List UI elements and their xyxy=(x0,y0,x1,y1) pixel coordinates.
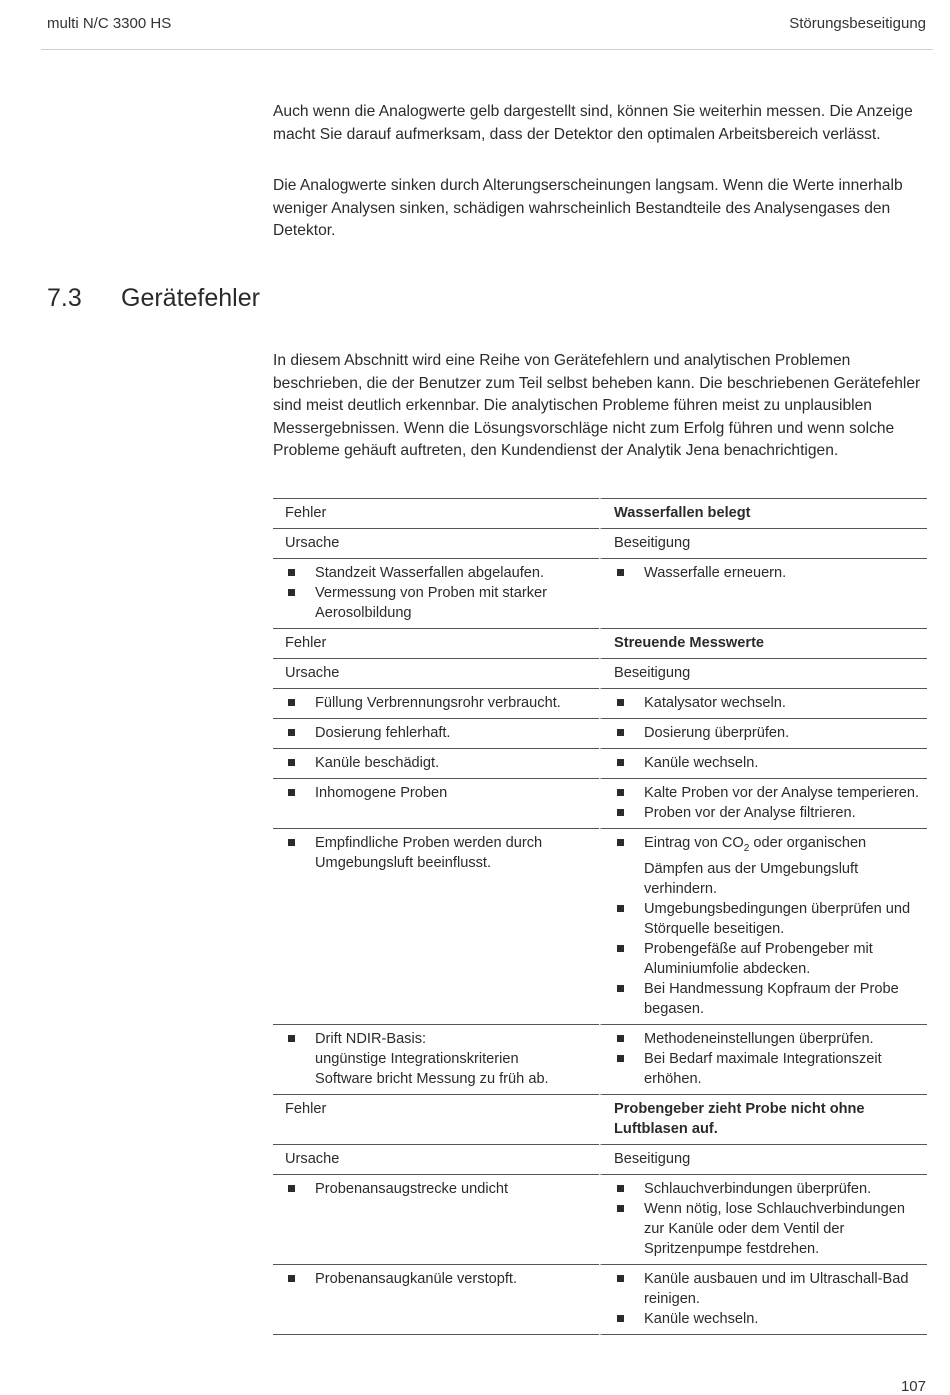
cause-list xyxy=(285,723,585,743)
table-row xyxy=(273,1264,927,1335)
remedy-item: Katalysator wechseln. xyxy=(614,693,919,713)
remedy-item: Schlauchverbindungen überprüfen. xyxy=(614,1179,919,1199)
remedy-item: Bei Bedarf maximale Integrationszeit erhöhen. xyxy=(614,1049,919,1089)
remedy-item: Probengefäße auf Probengeber mit Aluminiumfolie abdecken. xyxy=(614,939,919,979)
remedy-list xyxy=(614,833,919,1019)
remedy-header-cell xyxy=(599,528,927,558)
cause-item: Probenansaugstrecke undicht xyxy=(285,1179,585,1199)
table-row xyxy=(273,828,927,1024)
remedy-item: Kanüle wechseln. xyxy=(614,753,919,773)
cause-header-cell xyxy=(273,1144,599,1174)
subscript-2: 2 xyxy=(743,842,750,854)
cause-header: Ursache xyxy=(285,535,340,551)
cause-item: Standzeit Wasserfallen abgelaufen. xyxy=(285,563,585,583)
fault-header-row xyxy=(273,628,927,658)
fault-label-cell xyxy=(273,498,599,528)
section-number: 7.3 xyxy=(47,284,82,312)
cause-item: Probenansaugkanüle verstopft. xyxy=(285,1269,585,1289)
cause-cell xyxy=(273,558,599,628)
column-header-row xyxy=(273,528,927,558)
fault-label: Fehler xyxy=(285,635,327,651)
remedy-list xyxy=(614,783,919,823)
fault-label: Fehler xyxy=(285,1100,327,1117)
table-row xyxy=(273,778,927,828)
remedy-list xyxy=(614,693,919,713)
troubleshooting-table xyxy=(273,498,927,1335)
remedy-header: Beseitigung xyxy=(614,665,691,681)
cause-list xyxy=(285,783,585,803)
column-header-row xyxy=(273,658,927,688)
cause-header: Ursache xyxy=(285,665,340,681)
remedy-cell xyxy=(599,558,927,628)
cause-item: Füllung Verbrennungsrohr verbraucht. xyxy=(285,693,585,713)
fault-title-cell xyxy=(599,1094,927,1144)
remedy-list xyxy=(614,1029,919,1089)
remedy-list xyxy=(614,1179,919,1259)
remedy-item: Proben vor der Analyse filtrieren. xyxy=(614,803,919,823)
remedy-cell xyxy=(599,718,927,748)
cause-item: Kanüle beschädigt. xyxy=(285,753,585,773)
remedy-header: Beseitigung xyxy=(614,1150,691,1167)
cause-item: Drift NDIR-Basis: ungünstige Integrationskriterien Software bricht Messung zu früh ab. xyxy=(285,1029,585,1089)
table-row xyxy=(273,1174,927,1264)
remedy-header-cell xyxy=(599,658,927,688)
table-row xyxy=(273,748,927,778)
cause-cell xyxy=(273,1264,599,1335)
remedy-item: Kanüle ausbauen und im Ultraschall-Bad reinigen. xyxy=(614,1269,919,1309)
fault-label-cell xyxy=(273,628,599,658)
remedy-item: Bei Handmessung Kopfraum der Probe begasen. xyxy=(614,979,919,1019)
remedy-list xyxy=(614,723,919,743)
remedy-header: Beseitigung xyxy=(614,535,691,551)
fault-title: Probengeber zieht Probe nicht ohne Luftblasen auf. xyxy=(614,1100,865,1137)
cause-cell xyxy=(273,1024,599,1094)
remedy-cell xyxy=(599,688,927,718)
cause-header: Ursache xyxy=(285,1150,340,1167)
remedy-item: Methodeneinstellungen überprüfen. xyxy=(614,1029,919,1049)
remedy-cell xyxy=(599,1264,927,1335)
cause-list xyxy=(285,833,585,873)
intro-paragraph-2: Die Analogwerte sinken durch Alterungserscheinungen langsam. Wenn die Werte innerhalb weniger Analysen sinken, schädigen wahrscheinlich Bestandteile des Analysengases den Detektor. xyxy=(273,177,903,239)
remedy-item: Kanüle wechseln. xyxy=(614,1309,919,1329)
fault-label-cell xyxy=(273,1094,599,1144)
remedy-item: Wasserfalle erneuern. xyxy=(614,563,919,583)
remedy-list xyxy=(614,753,919,773)
cause-header-cell xyxy=(273,528,599,558)
cause-cell xyxy=(273,778,599,828)
fault-label: Fehler xyxy=(285,505,327,521)
table-row xyxy=(273,558,927,628)
table-row xyxy=(273,718,927,748)
fault-header-row xyxy=(273,1094,927,1144)
remedy-cell xyxy=(599,748,927,778)
remedy-header-cell xyxy=(599,1144,927,1174)
fault-title: Streuende Messwerte xyxy=(614,635,765,651)
header-document-title: multi N/C 3300 HS xyxy=(47,15,172,32)
table-row xyxy=(273,1024,927,1094)
section-title: Gerätefehler xyxy=(121,284,260,312)
fault-title: Wasserfallen belegt xyxy=(614,505,751,521)
cause-item: Dosierung fehlerhaft. xyxy=(285,723,585,743)
remedy-cell xyxy=(599,828,927,1024)
remedy-item: Eintrag von $CO_2$ oder organischen Dämpfen aus der Umgebungsluft verhindern. xyxy=(614,833,919,899)
cause-list xyxy=(285,693,585,713)
cause-item: Inhomogene Proben xyxy=(285,783,585,803)
cause-item: Empfindliche Proben werden durch Umgebungsluft beeinflusst. xyxy=(285,833,585,873)
cause-list xyxy=(285,753,585,773)
remedy-cell xyxy=(599,1174,927,1264)
cause-cell xyxy=(273,718,599,748)
remedy-list xyxy=(614,563,919,583)
cause-cell xyxy=(273,688,599,718)
column-header-row xyxy=(273,1144,927,1174)
remedy-list xyxy=(614,1269,919,1329)
cause-list xyxy=(285,1269,585,1289)
section-intro-paragraph: In diesem Abschnitt wird eine Reihe von Gerätefehlern und analytischen Problemen beschrieben, die der Benutzer zum Teil selbst beheben kann. Die beschriebenen Gerätefehler sind meist deutlich erkennbar. Die analytischen Probleme führen meist zu unplausiblen Messergebnissen. Wenn die Lösungsvorschläge nicht zum Erfolg führen und wenn solche Probleme gehäuft auftreten, den Kundendienst der Analytik Jena benachrichtigen. xyxy=(273,352,921,459)
fault-title-cell xyxy=(599,628,927,658)
fault-header-row xyxy=(273,498,927,528)
cause-header-cell xyxy=(273,658,599,688)
cause-cell xyxy=(273,828,599,1024)
remedy-cell xyxy=(599,1024,927,1094)
cause-cell xyxy=(273,1174,599,1264)
table-row xyxy=(273,688,927,718)
troubleshooting-table-body xyxy=(273,498,927,1335)
remedy-item: Umgebungsbedingungen überprüfen und Störquelle beseitigen. xyxy=(614,899,919,939)
header-divider xyxy=(41,49,933,50)
cause-list xyxy=(285,563,585,623)
header-chapter-title: Störungsbeseitigung xyxy=(789,15,926,32)
remedy-item: Wenn nötig, lose Schlauchverbindungen zur Kanüle oder dem Ventil der Spritzenpumpe festdrehen. xyxy=(614,1199,919,1259)
page-number: 107 xyxy=(900,1378,926,1395)
remedy-item: Dosierung überprüfen. xyxy=(614,723,919,743)
remedy-item: Kalte Proben vor der Analyse temperieren. xyxy=(614,783,919,803)
cause-cell xyxy=(273,748,599,778)
fault-title-cell xyxy=(599,498,927,528)
intro-paragraph-1: Auch wenn die Analogwerte gelb dargestellt sind, können Sie weiterhin messen. Die Anzeige macht Sie darauf aufmerksam, dass der Detektor den optimalen Arbeitsbereich verlässt. xyxy=(273,103,913,143)
cause-list xyxy=(285,1029,585,1089)
cause-list xyxy=(285,1179,585,1199)
cause-item: Vermessung von Proben mit starker Aerosolbildung xyxy=(285,583,585,623)
remedy-cell xyxy=(599,778,927,828)
